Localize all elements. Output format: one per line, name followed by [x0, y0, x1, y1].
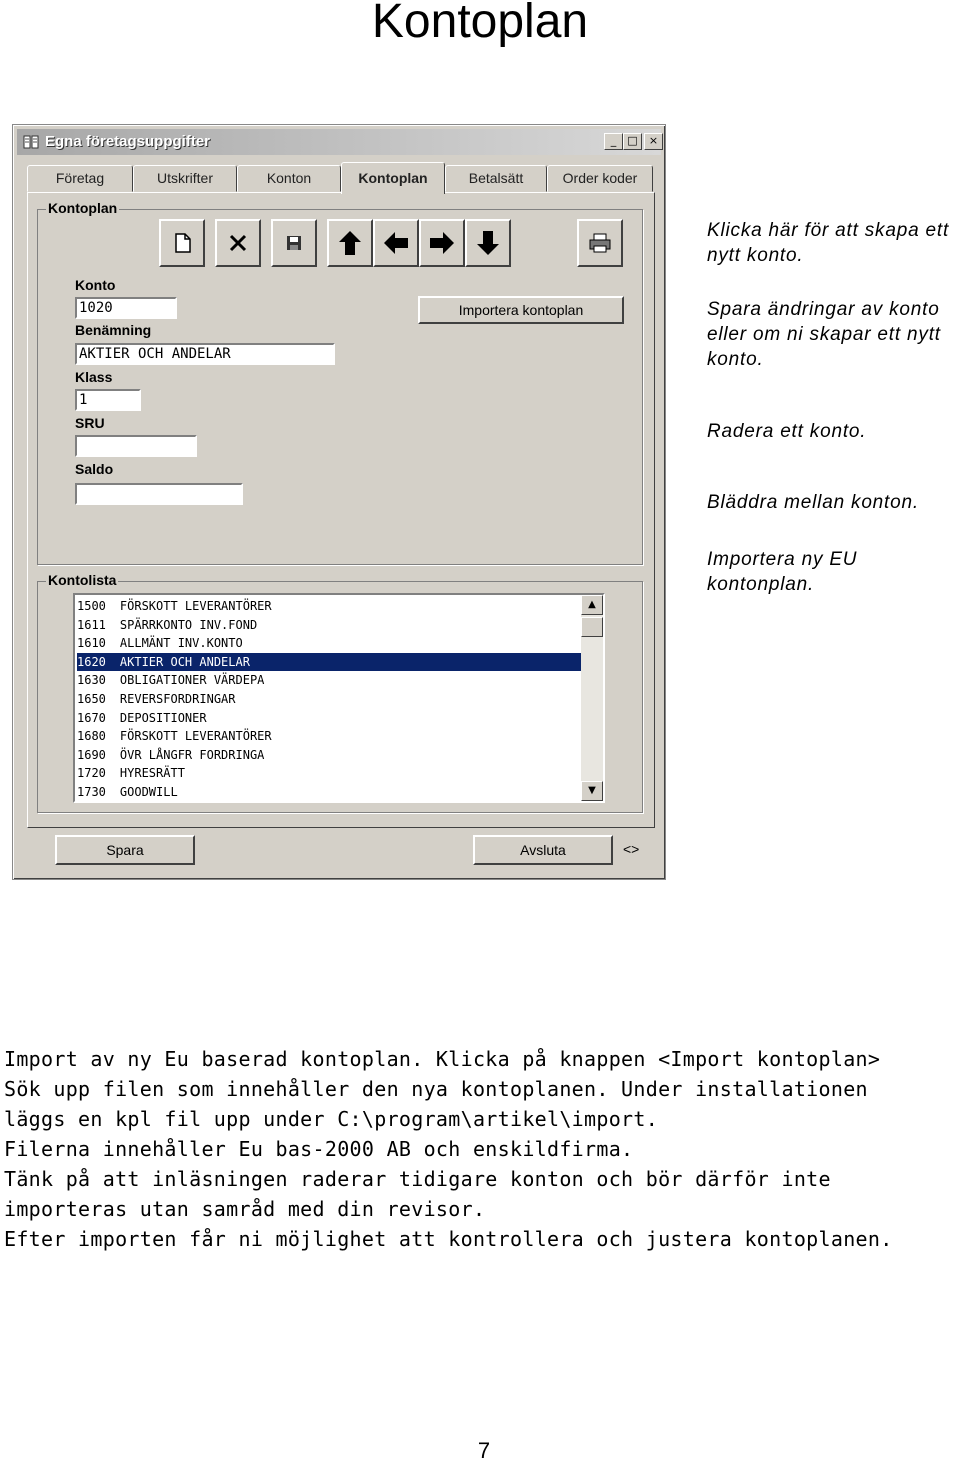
- benamning-input[interactable]: AKTIER OCH ANDELAR: [75, 343, 335, 365]
- account-name: AKTIER OCH ANDELAR: [119, 654, 250, 669]
- body-line: Efter importen får ni möjlighet att kontrollera och justera kontoplanen.: [4, 1227, 893, 1251]
- account-name: FÖRSKOTT LEVERANTÖRER: [119, 729, 272, 744]
- arrow-down-icon: [473, 228, 503, 258]
- account-code: 1620: [77, 654, 106, 669]
- sru-label: SRU: [75, 415, 105, 431]
- saldo-label: Saldo: [75, 461, 114, 477]
- account-name: OBLIGATIONER VÄRDEPA: [119, 673, 265, 688]
- account-code: 1611: [77, 617, 106, 632]
- note-import-plan: Importera ny EU kontonplan.: [707, 549, 858, 595]
- list-item[interactable]: [77, 653, 581, 671]
- book-icon: [23, 134, 39, 150]
- import-kontoplan-button[interactable]: Importera kontoplan: [418, 296, 624, 324]
- scroll-up-arrow[interactable]: ▲: [581, 595, 603, 615]
- tab-kontoplan[interactable]: Kontoplan: [341, 162, 445, 194]
- konto-label: Konto: [75, 277, 116, 293]
- body-line: Tänk på att inläsningen raderar tidigare konton och bör därför inte: [4, 1167, 831, 1191]
- saldo-input[interactable]: [75, 483, 243, 505]
- delete-button[interactable]: [215, 219, 261, 267]
- list-item[interactable]: [77, 783, 581, 801]
- print-button[interactable]: [577, 219, 623, 267]
- tab-order-koder[interactable]: Order koder: [547, 165, 653, 192]
- note-new-account: Klicka här för att skapa ett nytt konto.: [707, 220, 950, 266]
- benamning-label: Benämning: [75, 322, 152, 338]
- list-item[interactable]: [77, 709, 581, 727]
- body-line: Sök upp filen som innehåller den nya kontoplanen. Under installationen: [4, 1077, 868, 1101]
- new-button[interactable]: [159, 219, 205, 267]
- instructions-paragraph: [4, 1044, 954, 1254]
- minimize-button[interactable]: _: [604, 133, 623, 150]
- konto-input[interactable]: 1020: [75, 297, 177, 319]
- body-line: läggs en kpl fil upp under C:\program\artikel\import.: [4, 1107, 659, 1131]
- first-button[interactable]: [327, 219, 373, 267]
- app-window: [12, 124, 666, 880]
- close-button[interactable]: ×: [644, 133, 663, 150]
- account-code: 1680: [77, 729, 106, 744]
- note-browse-accounts: Bläddra mellan konton.: [707, 492, 919, 513]
- save-icon: [279, 228, 309, 258]
- sru-input[interactable]: [75, 435, 197, 457]
- list-item[interactable]: [77, 634, 581, 652]
- klass-label: Klass: [75, 369, 113, 385]
- account-name: ALLMÄNT INV.KONTO: [119, 636, 243, 651]
- note-delete-account: Radera ett konto.: [707, 421, 867, 442]
- arrow-right-icon: [427, 228, 457, 258]
- page-number: 7: [477, 1438, 491, 1463]
- list-item[interactable]: [77, 746, 581, 764]
- delete-icon: [223, 228, 253, 258]
- account-code: 1630: [77, 673, 106, 688]
- account-code: 1720: [77, 766, 106, 781]
- list-item[interactable]: [77, 616, 581, 634]
- new-icon: [167, 228, 197, 258]
- account-name: FÖRSKOTT LEVERANTÖRER: [119, 599, 272, 613]
- tab-foretag[interactable]: Företag: [27, 165, 133, 192]
- arrow-left-icon: [381, 228, 411, 258]
- list-item[interactable]: [77, 764, 581, 782]
- account-name: GOODWILL: [119, 785, 178, 799]
- list-scrollbar[interactable]: [581, 595, 603, 801]
- tab-konton[interactable]: Konton: [237, 165, 341, 192]
- last-button[interactable]: [465, 219, 511, 267]
- account-name: HYRESRÄTT: [119, 766, 185, 781]
- body-line: importeras utan samråd med din revisor.: [4, 1197, 486, 1221]
- kontoplan-group-label: Kontoplan: [48, 200, 118, 216]
- avsluta-button[interactable]: Avsluta: [473, 835, 613, 865]
- window-title: Egna företagsuppgifter: [45, 133, 211, 150]
- list-item[interactable]: [77, 671, 581, 689]
- kontolista-group-label: Kontolista: [48, 572, 117, 588]
- next-button[interactable]: [419, 219, 465, 267]
- body-line: Import av ny Eu baserad kontoplan. Klicka på knappen <Import kontoplan>: [4, 1047, 881, 1071]
- previous-button[interactable]: [373, 219, 419, 267]
- tab-betalsatt[interactable]: Betalsätt: [445, 165, 547, 192]
- print-icon: [585, 228, 615, 258]
- title-bar[interactable]: [17, 129, 661, 155]
- account-code: 1730: [77, 785, 106, 799]
- account-name: SPÄRRKONTO INV.FOND: [119, 617, 258, 632]
- list-item[interactable]: [77, 727, 581, 745]
- klass-input[interactable]: 1: [75, 389, 141, 411]
- page-title: Kontoplan: [371, 0, 589, 48]
- account-code: 1690: [77, 747, 106, 762]
- account-code: 1610: [77, 636, 106, 651]
- save-button-toolbar[interactable]: [271, 219, 317, 267]
- list-item[interactable]: [77, 597, 581, 615]
- list-item[interactable]: [77, 690, 581, 708]
- scroll-down-arrow[interactable]: ▼: [581, 781, 603, 801]
- spara-button[interactable]: Spara: [55, 835, 195, 865]
- body-line: Filerna innehåller Eu bas-2000 AB och enskildfirma.: [4, 1137, 634, 1161]
- account-listbox[interactable]: [73, 593, 605, 803]
- account-name: DEPOSITIONER: [119, 710, 207, 725]
- note-save-account: Spara ändringar av konto eller om ni skapar ett nytt konto.: [707, 299, 941, 370]
- account-name: ÖVR LÅNGFR FORDRINGA: [119, 747, 265, 762]
- account-code: 1650: [77, 692, 106, 706]
- scroll-thumb[interactable]: [581, 617, 603, 637]
- account-name: REVERSFORDRINGAR: [119, 692, 236, 706]
- maximize-button[interactable]: □: [623, 133, 642, 150]
- account-code: 1670: [77, 710, 106, 725]
- nav-indicator[interactable]: <>: [623, 841, 640, 857]
- account-code: 1500: [77, 599, 106, 613]
- tab-utskrifter[interactable]: Utskrifter: [133, 165, 237, 192]
- arrow-up-icon: [335, 228, 365, 258]
